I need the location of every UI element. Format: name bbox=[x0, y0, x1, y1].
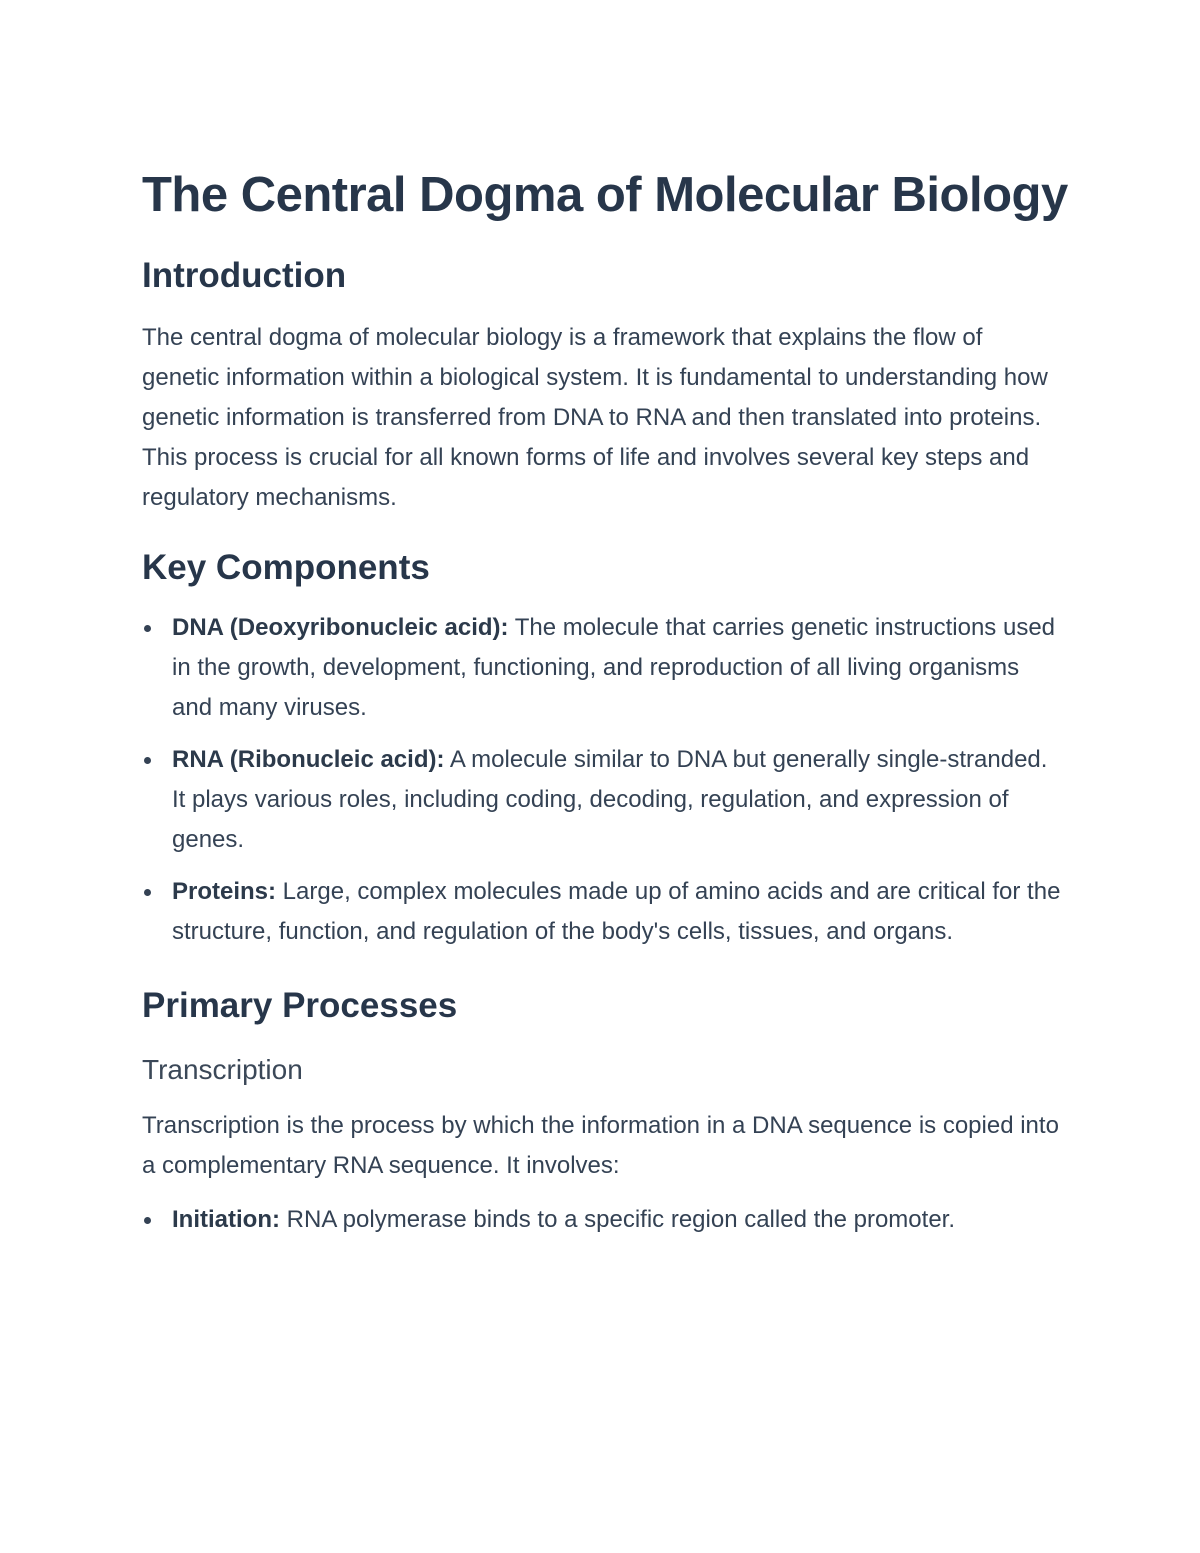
introduction-paragraph: The central dogma of molecular biology is a framework that explains the flow of genetic information within a biological system. It is fundamental to understanding how genetic information is transferred from DNA to RNA and then translated into proteins. This process is crucial for all known forms of life and involves several key steps and regulatory mechanisms. bbox=[142, 324, 1048, 511]
list-item-initiation bbox=[142, 1200, 1062, 1240]
bullet-icon bbox=[144, 1217, 151, 1224]
list-item-term: DNA (Deoxyribonucleic acid): bbox=[172, 614, 509, 641]
introduction-heading: Introduction bbox=[142, 256, 347, 295]
transcription-paragraph: Transcription is the process by which the information in a DNA sequence is copied into a complementary RNA sequence. It involves: bbox=[142, 1112, 1059, 1179]
bullet-icon bbox=[144, 625, 151, 632]
document-title: The Central Dogma of Molecular Biology bbox=[142, 168, 1068, 222]
list-item-text: RNA polymerase binds to a specific region called the promoter. bbox=[279, 1206, 955, 1233]
list-item-term: RNA (Ribonucleic acid): bbox=[172, 746, 445, 773]
list-item-rna bbox=[142, 740, 1062, 860]
list-item-text: The molecule that carries genetic instructions used in the growth, development, functioning, and reproduction of all living organisms and many viruses. bbox=[172, 614, 1056, 721]
key-components-heading: Key Components bbox=[142, 548, 430, 587]
list-item-text: A molecule similar to DNA but generally single-stranded. It plays various roles, including coding, decoding, regulation, and expression of genes. bbox=[172, 746, 1048, 853]
bullet-icon bbox=[144, 889, 151, 896]
list-item-text: Large, complex molecules made up of amino acids and are critical for the structure, function, and regulation of the body's cells, tissues, and organs. bbox=[172, 878, 1061, 945]
transcription-steps-list bbox=[142, 1200, 1062, 1240]
list-item-term: Proteins: bbox=[172, 878, 277, 905]
key-components-list bbox=[142, 608, 1062, 952]
list-item-term: Initiation: bbox=[172, 1206, 280, 1233]
bullet-icon bbox=[144, 757, 151, 764]
transcription-heading: Transcription bbox=[142, 1054, 303, 1085]
document-page bbox=[142, 160, 1068, 1240]
list-item-proteins bbox=[142, 872, 1062, 952]
list-item-dna bbox=[142, 608, 1062, 728]
primary-processes-heading: Primary Processes bbox=[142, 986, 458, 1025]
